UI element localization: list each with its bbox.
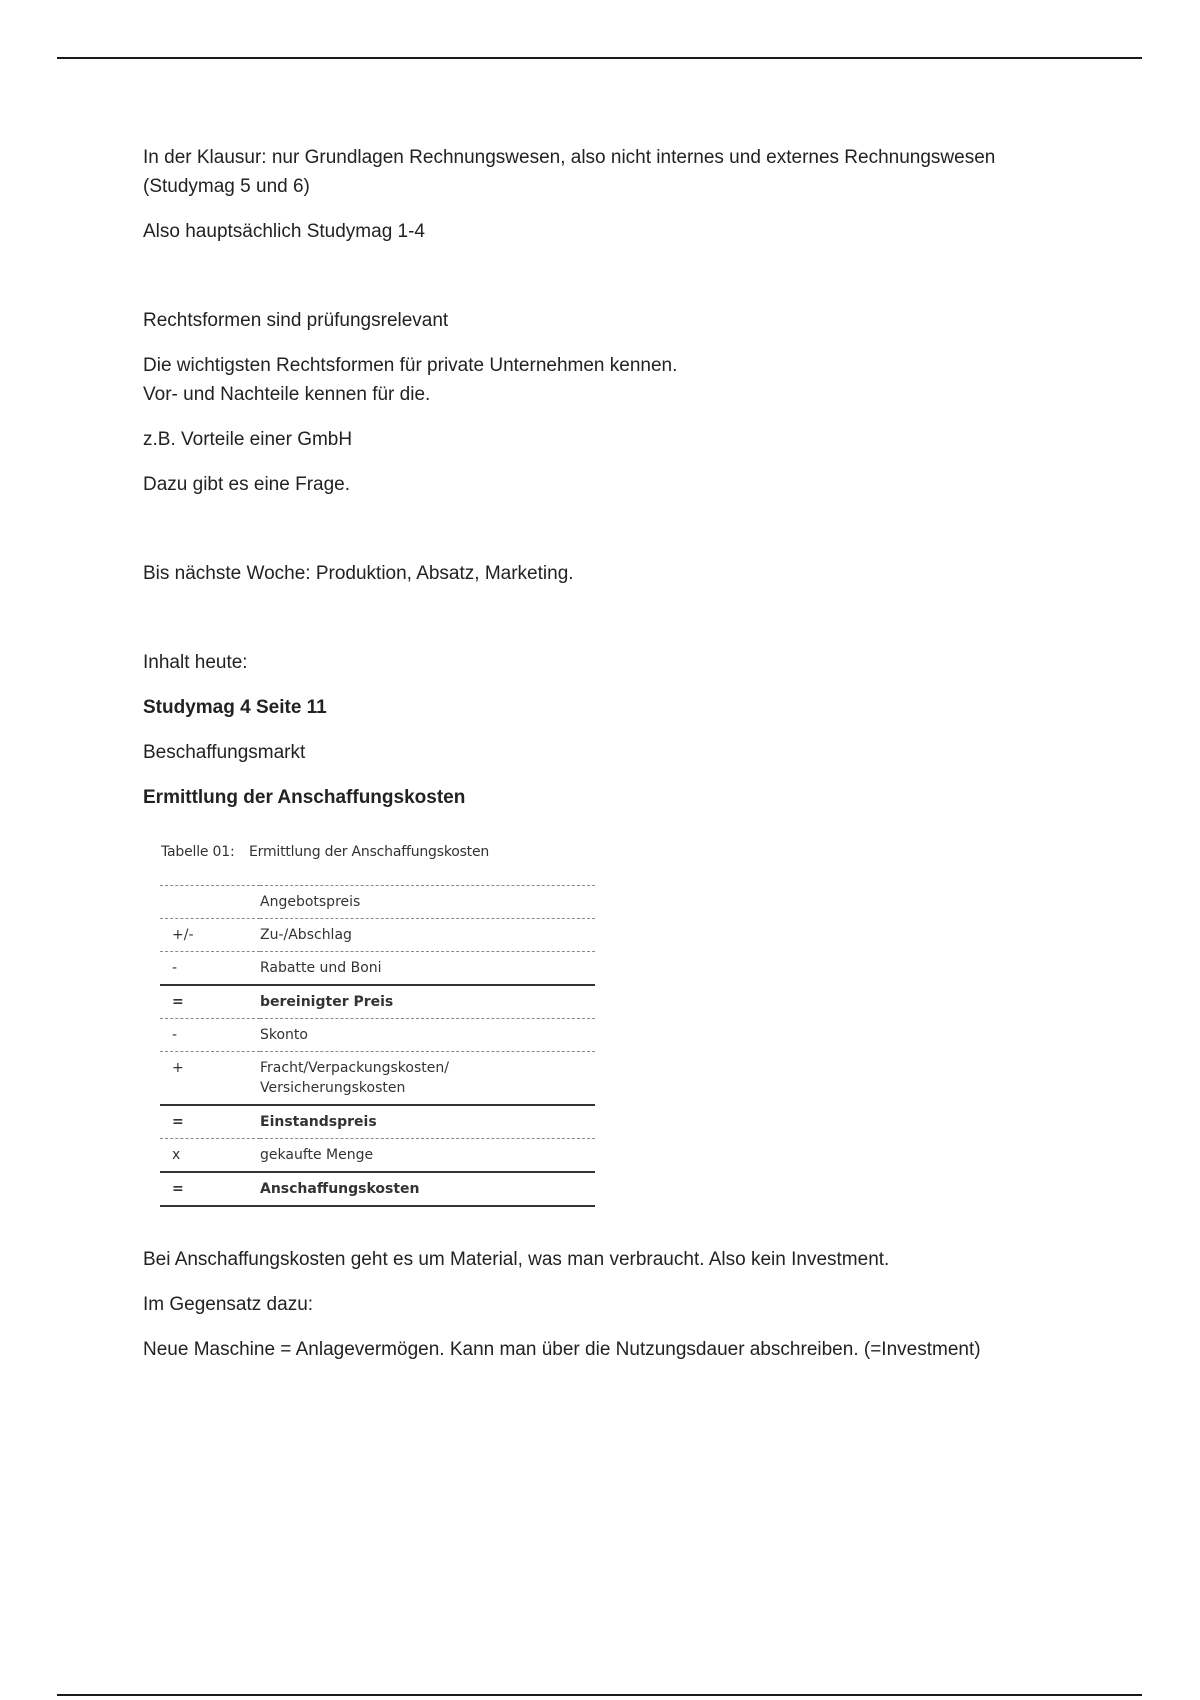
table-row [160, 919, 595, 952]
table-label: Einstandspreis [260, 1105, 595, 1139]
table-row [160, 886, 595, 919]
paragraph-maschine: Neue Maschine = Anlagevermögen. Kann man über die Nutzungsdauer abschreiben. (=Investment) [143, 1339, 981, 1360]
paragraph-rechtsformen: Rechtsformen sind prüfungsrelevant [143, 310, 449, 331]
paragraph-line: Die wichtigsten Rechtsformen für private Unternehmen kennen. [143, 355, 678, 376]
table-caption-number: Tabelle 01: [161, 844, 235, 860]
table-row [160, 952, 595, 986]
heading-studymag-page: Studymag 4 Seite 11 [143, 697, 327, 718]
paragraph-material: Bei Anschaffungskosten geht es um Material, was man verbraucht. Also kein Investment. [143, 1249, 890, 1270]
paragraph-example: z.B. Vorteile einer GmbH [143, 429, 353, 450]
spacer [143, 515, 1063, 559]
table-label: Skonto [260, 1019, 595, 1052]
paragraph-line: Vor- und Nachteile kennen für die. [143, 384, 431, 405]
table-label: Rabatte und Boni [260, 952, 595, 986]
header-rule [57, 57, 1142, 59]
table-label-line: Versicherungskosten [260, 1080, 406, 1096]
table-operator [160, 886, 260, 919]
document-body [143, 143, 1063, 1380]
paragraph-question: Dazu gibt es eine Frage. [143, 474, 351, 495]
anschaffungskosten-table-figure [143, 828, 583, 1207]
spacer [143, 1207, 1063, 1245]
paragraph-next-week: Bis nächste Woche: Produktion, Absatz, Marketing. [143, 563, 574, 584]
table-row [160, 1019, 595, 1052]
table-operator: - [160, 952, 260, 986]
table-operator: = [160, 1105, 260, 1139]
paragraph-studymag: Also hauptsächlich Studymag 1-4 [143, 221, 425, 242]
table-operator: = [160, 1172, 260, 1206]
table-label: Anschaffungskosten [260, 1172, 595, 1206]
spacer [143, 262, 1063, 306]
heading-anschaffungskosten: Ermittlung der Anschaffungskosten [143, 787, 466, 808]
paragraph-gegensatz: Im Gegensatz dazu: [143, 1294, 314, 1315]
paragraph-line: (Studymag 5 und 6) [143, 176, 310, 197]
table-label-line: Fracht/Verpackungskosten/ [260, 1060, 449, 1076]
table-operator: x [160, 1139, 260, 1173]
paragraph-line: In der Klausur: nur Grundlagen Rechnungswesen, also nicht internes und externes Rechnungswesen [143, 147, 996, 168]
table-label: Angebotspreis [260, 886, 595, 919]
table-row [160, 1139, 595, 1173]
table-label [260, 1052, 595, 1106]
paragraph-rechtsformen-details [143, 351, 1063, 409]
table-operator: = [160, 985, 260, 1019]
paragraph-klausur [143, 143, 1063, 201]
table-row [160, 985, 595, 1019]
table-operator: +/- [160, 919, 260, 952]
table-label: gekaufte Menge [260, 1139, 595, 1173]
table-operator: - [160, 1019, 260, 1052]
table-row [160, 1105, 595, 1139]
table-label: Zu-/Abschlag [260, 919, 595, 952]
paragraph-inhalt: Inhalt heute: [143, 652, 248, 673]
table-operator: + [160, 1052, 260, 1106]
paragraph-beschaffungsmarkt: Beschaffungsmarkt [143, 742, 306, 763]
footer-rule [57, 1694, 1142, 1696]
table-label: bereinigter Preis [260, 985, 595, 1019]
anschaffungskosten-table [160, 885, 595, 1207]
table-caption [143, 828, 583, 885]
spacer [143, 604, 1063, 648]
table-caption-title: Ermittlung der Anschaffungskosten [249, 844, 490, 860]
table-row [160, 1172, 595, 1206]
table-row [160, 1052, 595, 1106]
